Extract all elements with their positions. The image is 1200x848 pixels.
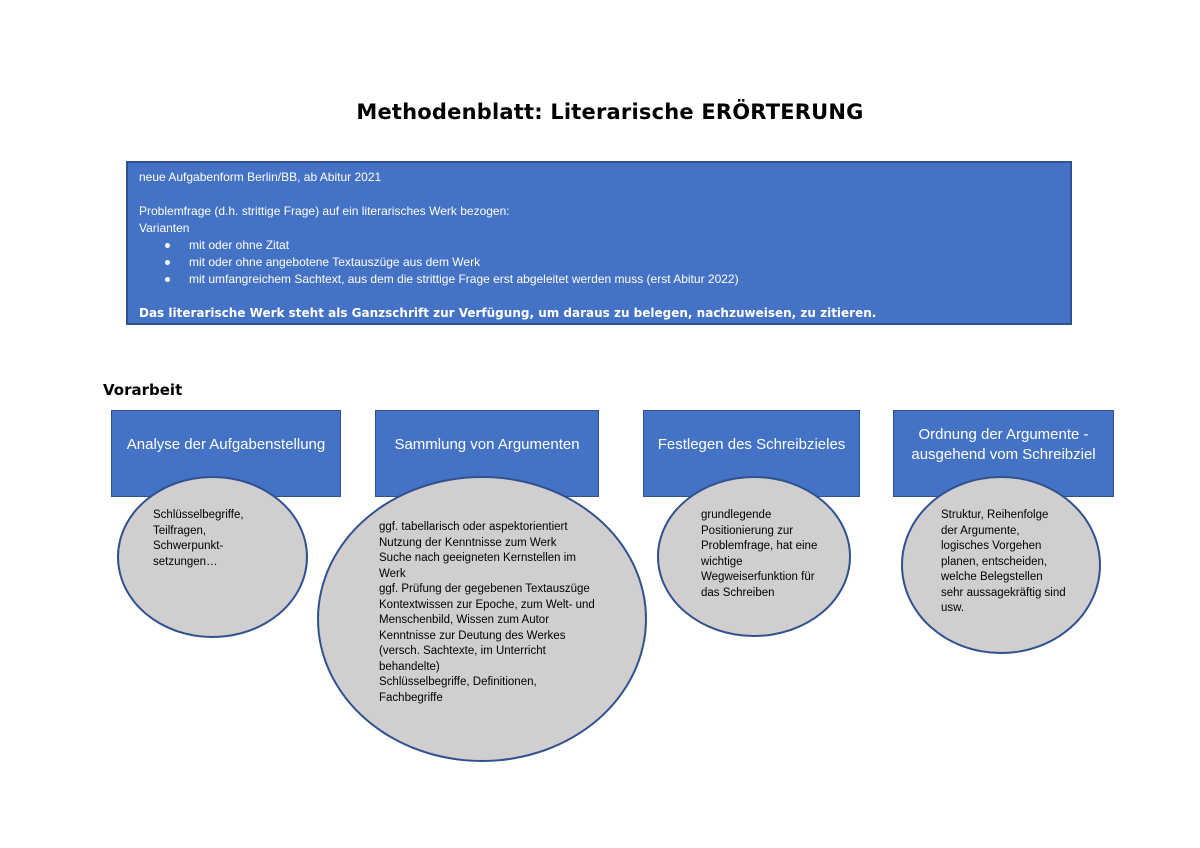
page-title: Methodenblatt: Literarische ERÖRTERUNG xyxy=(356,100,864,124)
ellipse-line: Menschenbild, Wissen zum Autor xyxy=(379,614,550,626)
step-heading-line: ausgehend vom Schreibziel xyxy=(911,446,1096,463)
ellipse-line: planen, entscheiden, xyxy=(941,555,1048,568)
step-heading: Analyse der Aufgabenstellung xyxy=(126,436,326,453)
ellipse-line: der Argumente, xyxy=(941,524,1020,537)
step-ellipse-argument-order xyxy=(901,476,1101,654)
step-heading: Festlegen des Schreibzieles xyxy=(657,436,846,453)
ellipse-line: welche Belegstellen xyxy=(941,571,1043,583)
info-footer: Das literarische Werk steht als Ganzschrift zur Verfügung, um daraus zu belegen, nachzuweisen, zu zitieren. xyxy=(139,306,877,320)
step-heading xyxy=(894,425,1113,465)
ellipse-line: Werk xyxy=(379,567,406,580)
info-box xyxy=(126,161,1072,325)
ellipse-line: behandelte) xyxy=(379,660,440,673)
step-ellipse-analysis xyxy=(117,476,308,638)
ellipse-line: Struktur, Reihenfolge xyxy=(941,509,1049,521)
ellipse-line: grundlegende xyxy=(701,509,772,521)
ellipse-line: wichtige xyxy=(701,555,743,568)
ellipse-line: (versch. Sachtexte, im Unterricht xyxy=(379,645,546,657)
step-ellipse-arguments xyxy=(317,476,647,762)
ellipse-line: Positionierung zur xyxy=(701,524,794,537)
ellipse-line: Wegweiserfunktion für xyxy=(701,571,815,583)
ellipse-line: Kontextwissen zur Epoche, zum Welt- und xyxy=(379,598,595,611)
ellipse-line: Kenntnisse zur Deutung des Werkes xyxy=(379,629,566,642)
list-item: mit oder ohne Zitat xyxy=(139,237,1059,254)
list-item: mit oder ohne angebotene Textauszüge aus dem Werk xyxy=(139,254,1059,271)
list-item: mit umfangreichem Sachtext, aus dem die strittige Frage erst abgeleitet werden muss (erst Abitur 2022) xyxy=(139,271,1059,288)
ellipse-line: Schlüsselbegriffe, Definitionen, xyxy=(379,676,537,688)
ellipse-line: ggf. tabellarisch oder aspektorientiert xyxy=(379,521,568,533)
info-line-variants: Varianten xyxy=(139,221,190,235)
ellipse-line: Teilfragen, xyxy=(153,524,207,537)
ellipse-line: Fachbegriffe xyxy=(379,691,443,704)
ellipse-line: Nutzung der Kenntnisse zum Werk xyxy=(379,536,557,549)
step-ellipse-writing-goal xyxy=(657,476,851,637)
section-heading: Vorarbeit xyxy=(103,381,183,399)
step-heading-line: Ordnung der Argumente - xyxy=(918,426,1089,443)
ellipse-line: Schwerpunkt- xyxy=(153,540,224,552)
ellipse-line: Schlüsselbegriffe, xyxy=(153,509,244,521)
variants-list xyxy=(139,237,1059,288)
ellipse-line: Problemfrage, hat eine xyxy=(701,540,818,552)
ellipse-line: usw. xyxy=(941,602,965,614)
ellipse-line: ggf. Prüfung der gegebenen Textauszüge xyxy=(379,583,590,595)
ellipse-line: logisches Vorgehen xyxy=(941,540,1042,552)
ellipse-line: Suche nach geeigneten Kernstellen im xyxy=(379,552,576,564)
info-line-task-format: neue Aufgabenform Berlin/BB, ab Abitur 2021 xyxy=(139,170,382,184)
ellipse-line: setzungen… xyxy=(153,555,218,568)
info-line-problem-question: Problemfrage (d.h. strittige Frage) auf ein literarisches Werk bezogen: xyxy=(139,204,510,218)
ellipse-line: das Schreiben xyxy=(701,586,775,599)
step-heading: Sammlung von Argumenten xyxy=(394,436,580,453)
ellipse-line: sehr aussagekräftig sind xyxy=(941,586,1066,599)
